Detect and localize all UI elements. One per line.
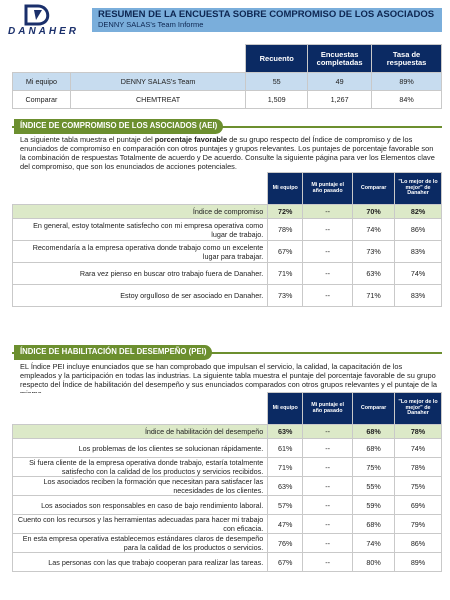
row-group: Comparar — [13, 91, 71, 109]
best-cell: 69% — [395, 496, 442, 515]
col-header: Comparar — [353, 393, 395, 425]
statement-label: Los problemas de los clientes se solucionan rápidamente. — [13, 439, 268, 458]
col-header: Mi puntaje el año pasado — [303, 173, 353, 205]
table-row — [13, 439, 442, 458]
statement-label: Si fuera cliente de la empresa operativa donde trabajo, estaría totalmente satisfecho con la calidad de los productos y servicios recibidos. — [13, 458, 268, 477]
report-title-bar — [92, 8, 442, 32]
last-cell: -- — [303, 515, 353, 534]
pei-table — [12, 392, 442, 572]
statement-label: Las personas con las que trabajo cooperan para realizar las tareas. — [13, 553, 268, 572]
statement-label: En general, estoy totalmente satisfecho con mi empresa operativa como lugar de trabajo. — [13, 219, 268, 241]
best-cell: 74% — [395, 439, 442, 458]
compare-cell: 74% — [353, 219, 395, 241]
last-cell: -- — [303, 553, 353, 572]
mine-cell: 78% — [268, 219, 303, 241]
table-row — [13, 73, 442, 91]
table-row — [13, 477, 442, 496]
logo-text: DANAHER — [8, 26, 79, 37]
row-name: CHEMTREAT — [70, 91, 245, 109]
row-group: Mi equipo — [13, 73, 71, 91]
mine-cell: 67% — [268, 553, 303, 572]
compare-cell: 74% — [353, 534, 395, 553]
compare-cell: 59% — [353, 496, 395, 515]
best-cell: 83% — [395, 285, 442, 307]
statement-label: Recomendaría a la empresa operativa donde trabajo como un excelente lugar para trabajar. — [13, 241, 268, 263]
table-row — [13, 285, 442, 307]
table-row — [13, 263, 442, 285]
response-summary-table — [12, 44, 442, 109]
statement-label: Los asociados reciben la formación que necesitan para satisfacer las necesidades de los clientes. — [13, 477, 268, 496]
mine-cell: 63% — [268, 425, 303, 439]
completed-cell: 1,267 — [308, 91, 372, 109]
table-row — [13, 241, 442, 263]
rate-cell: 84% — [372, 91, 442, 109]
aei-table — [12, 172, 442, 307]
col-header: Mi puntaje el año pasado — [303, 393, 353, 425]
last-cell: -- — [303, 241, 353, 263]
best-cell: 74% — [395, 263, 442, 285]
col-header: Mi equipo — [268, 173, 303, 205]
best-cell: 86% — [395, 219, 442, 241]
compare-cell: 80% — [353, 553, 395, 572]
col-header: Recuento — [246, 45, 308, 73]
last-cell: -- — [303, 534, 353, 553]
table-row — [13, 219, 442, 241]
mine-cell: 72% — [268, 205, 303, 219]
statement-label: Cuento con los recursos y las herramientas adecuadas para hacer mi trabajo con eficacia. — [13, 515, 268, 534]
table-row — [13, 496, 442, 515]
col-header: "Lo mejor de lo mejor" de Danaher — [395, 173, 442, 205]
index-row — [13, 425, 442, 439]
report-subtitle: DENNY SALAS's Team Informe — [98, 20, 204, 29]
mine-cell: 63% — [268, 477, 303, 496]
mine-cell: 67% — [268, 241, 303, 263]
report-title: RESUMEN DE LA ENCUESTA SOBRE COMPROMISO DE LOS ASOCIADOS — [98, 9, 435, 20]
mine-cell: 71% — [268, 263, 303, 285]
danaher-logo — [8, 4, 84, 38]
mine-cell: 76% — [268, 534, 303, 553]
col-header: Comparar — [353, 173, 395, 205]
index-label: Índice de habilitación del desempeño — [13, 425, 268, 439]
last-cell: -- — [303, 205, 353, 219]
best-cell: 75% — [395, 477, 442, 496]
count-cell: 1,509 — [246, 91, 308, 109]
col-header: Mi equipo — [268, 393, 303, 425]
compare-cell: 68% — [353, 425, 395, 439]
danaher-logo-icon — [22, 4, 54, 26]
best-cell: 78% — [395, 458, 442, 477]
statement-label: Los asociados son responsables en caso de bajo rendimiento laboral. — [13, 496, 268, 515]
last-cell: -- — [303, 285, 353, 307]
table-row — [13, 458, 442, 477]
last-cell: -- — [303, 425, 353, 439]
index-row — [13, 205, 442, 219]
last-cell: -- — [303, 219, 353, 241]
table-row — [13, 553, 442, 572]
compare-cell: 70% — [353, 205, 395, 219]
last-cell: -- — [303, 439, 353, 458]
col-header: Tasa de respuestas — [372, 45, 442, 73]
count-cell: 55 — [246, 73, 308, 91]
pei-intro: EL Índice PEI incluye enunciados que se han comprobado que impulsan el servicio, la calidad, la capacitación de los empleados y la participación en todas las industrias. La siguiente tabla muestra el puntaje del porcentaje favorable de su grupo respecto del Índice de habilitación del desempeño y sus enunciados comparados con otros grupos relevantes y el puntaje de la — [20, 362, 438, 390]
mine-cell: 73% — [268, 285, 303, 307]
compare-cell: 68% — [353, 439, 395, 458]
last-cell: -- — [303, 496, 353, 515]
best-cell: 78% — [395, 425, 442, 439]
statement-label: En esta empresa operativa establecemos estándares claros de desempeño para la calidad de los productos o servicios. — [13, 534, 268, 553]
mine-cell: 71% — [268, 458, 303, 477]
table-row — [13, 515, 442, 534]
mine-cell: 57% — [268, 496, 303, 515]
compare-cell: 63% — [353, 263, 395, 285]
table-row — [13, 91, 442, 109]
compare-cell: 55% — [353, 477, 395, 496]
last-cell: -- — [303, 477, 353, 496]
last-cell: -- — [303, 263, 353, 285]
best-cell: 79% — [395, 515, 442, 534]
compare-cell: 73% — [353, 241, 395, 263]
compare-cell: 75% — [353, 458, 395, 477]
best-cell: 86% — [395, 534, 442, 553]
index-label: Índice de compromiso — [13, 205, 268, 219]
best-cell: 82% — [395, 205, 442, 219]
col-header: Encuestas completadas — [308, 45, 372, 73]
last-cell: -- — [303, 458, 353, 477]
row-name: DENNY SALAS's Team — [70, 73, 245, 91]
compare-cell: 68% — [353, 515, 395, 534]
mine-cell: 61% — [268, 439, 303, 458]
pei-heading: ÍNDICE DE HABILITACIÓN DEL DESEMPEÑO (PEI) — [14, 345, 212, 360]
table-row — [13, 534, 442, 553]
rate-cell: 89% — [372, 73, 442, 91]
statement-label: Estoy orgulloso de ser asociado en Danaher. — [13, 285, 268, 307]
col-header: "Lo mejor de lo mejor" de Danaher — [395, 393, 442, 425]
best-cell: 89% — [395, 553, 442, 572]
compare-cell: 71% — [353, 285, 395, 307]
best-cell: 83% — [395, 241, 442, 263]
statement-label: Rara vez pienso en buscar otro trabajo fuera de Danaher. — [13, 263, 268, 285]
completed-cell: 49 — [308, 73, 372, 91]
aei-heading: ÍNDICE DE COMPROMISO DE LOS ASOCIADOS (AEI) — [14, 119, 223, 134]
aei-intro: La siguiente tabla muestra el puntaje del porcentaje favorable de su grupo respecto del Índice de compromiso y de los enunciados de compromiso en comparación con otros puntajes y grupos relevantes. Los puntajes de porcentaje favorable son la combinación de respuestas Totalmente de acuerdo y De acuerdo. Consulte la siguiente página para ver los Elementos clave del compromiso, que son los enunciados de acciones potenciales. — [20, 135, 435, 172]
mine-cell: 47% — [268, 515, 303, 534]
